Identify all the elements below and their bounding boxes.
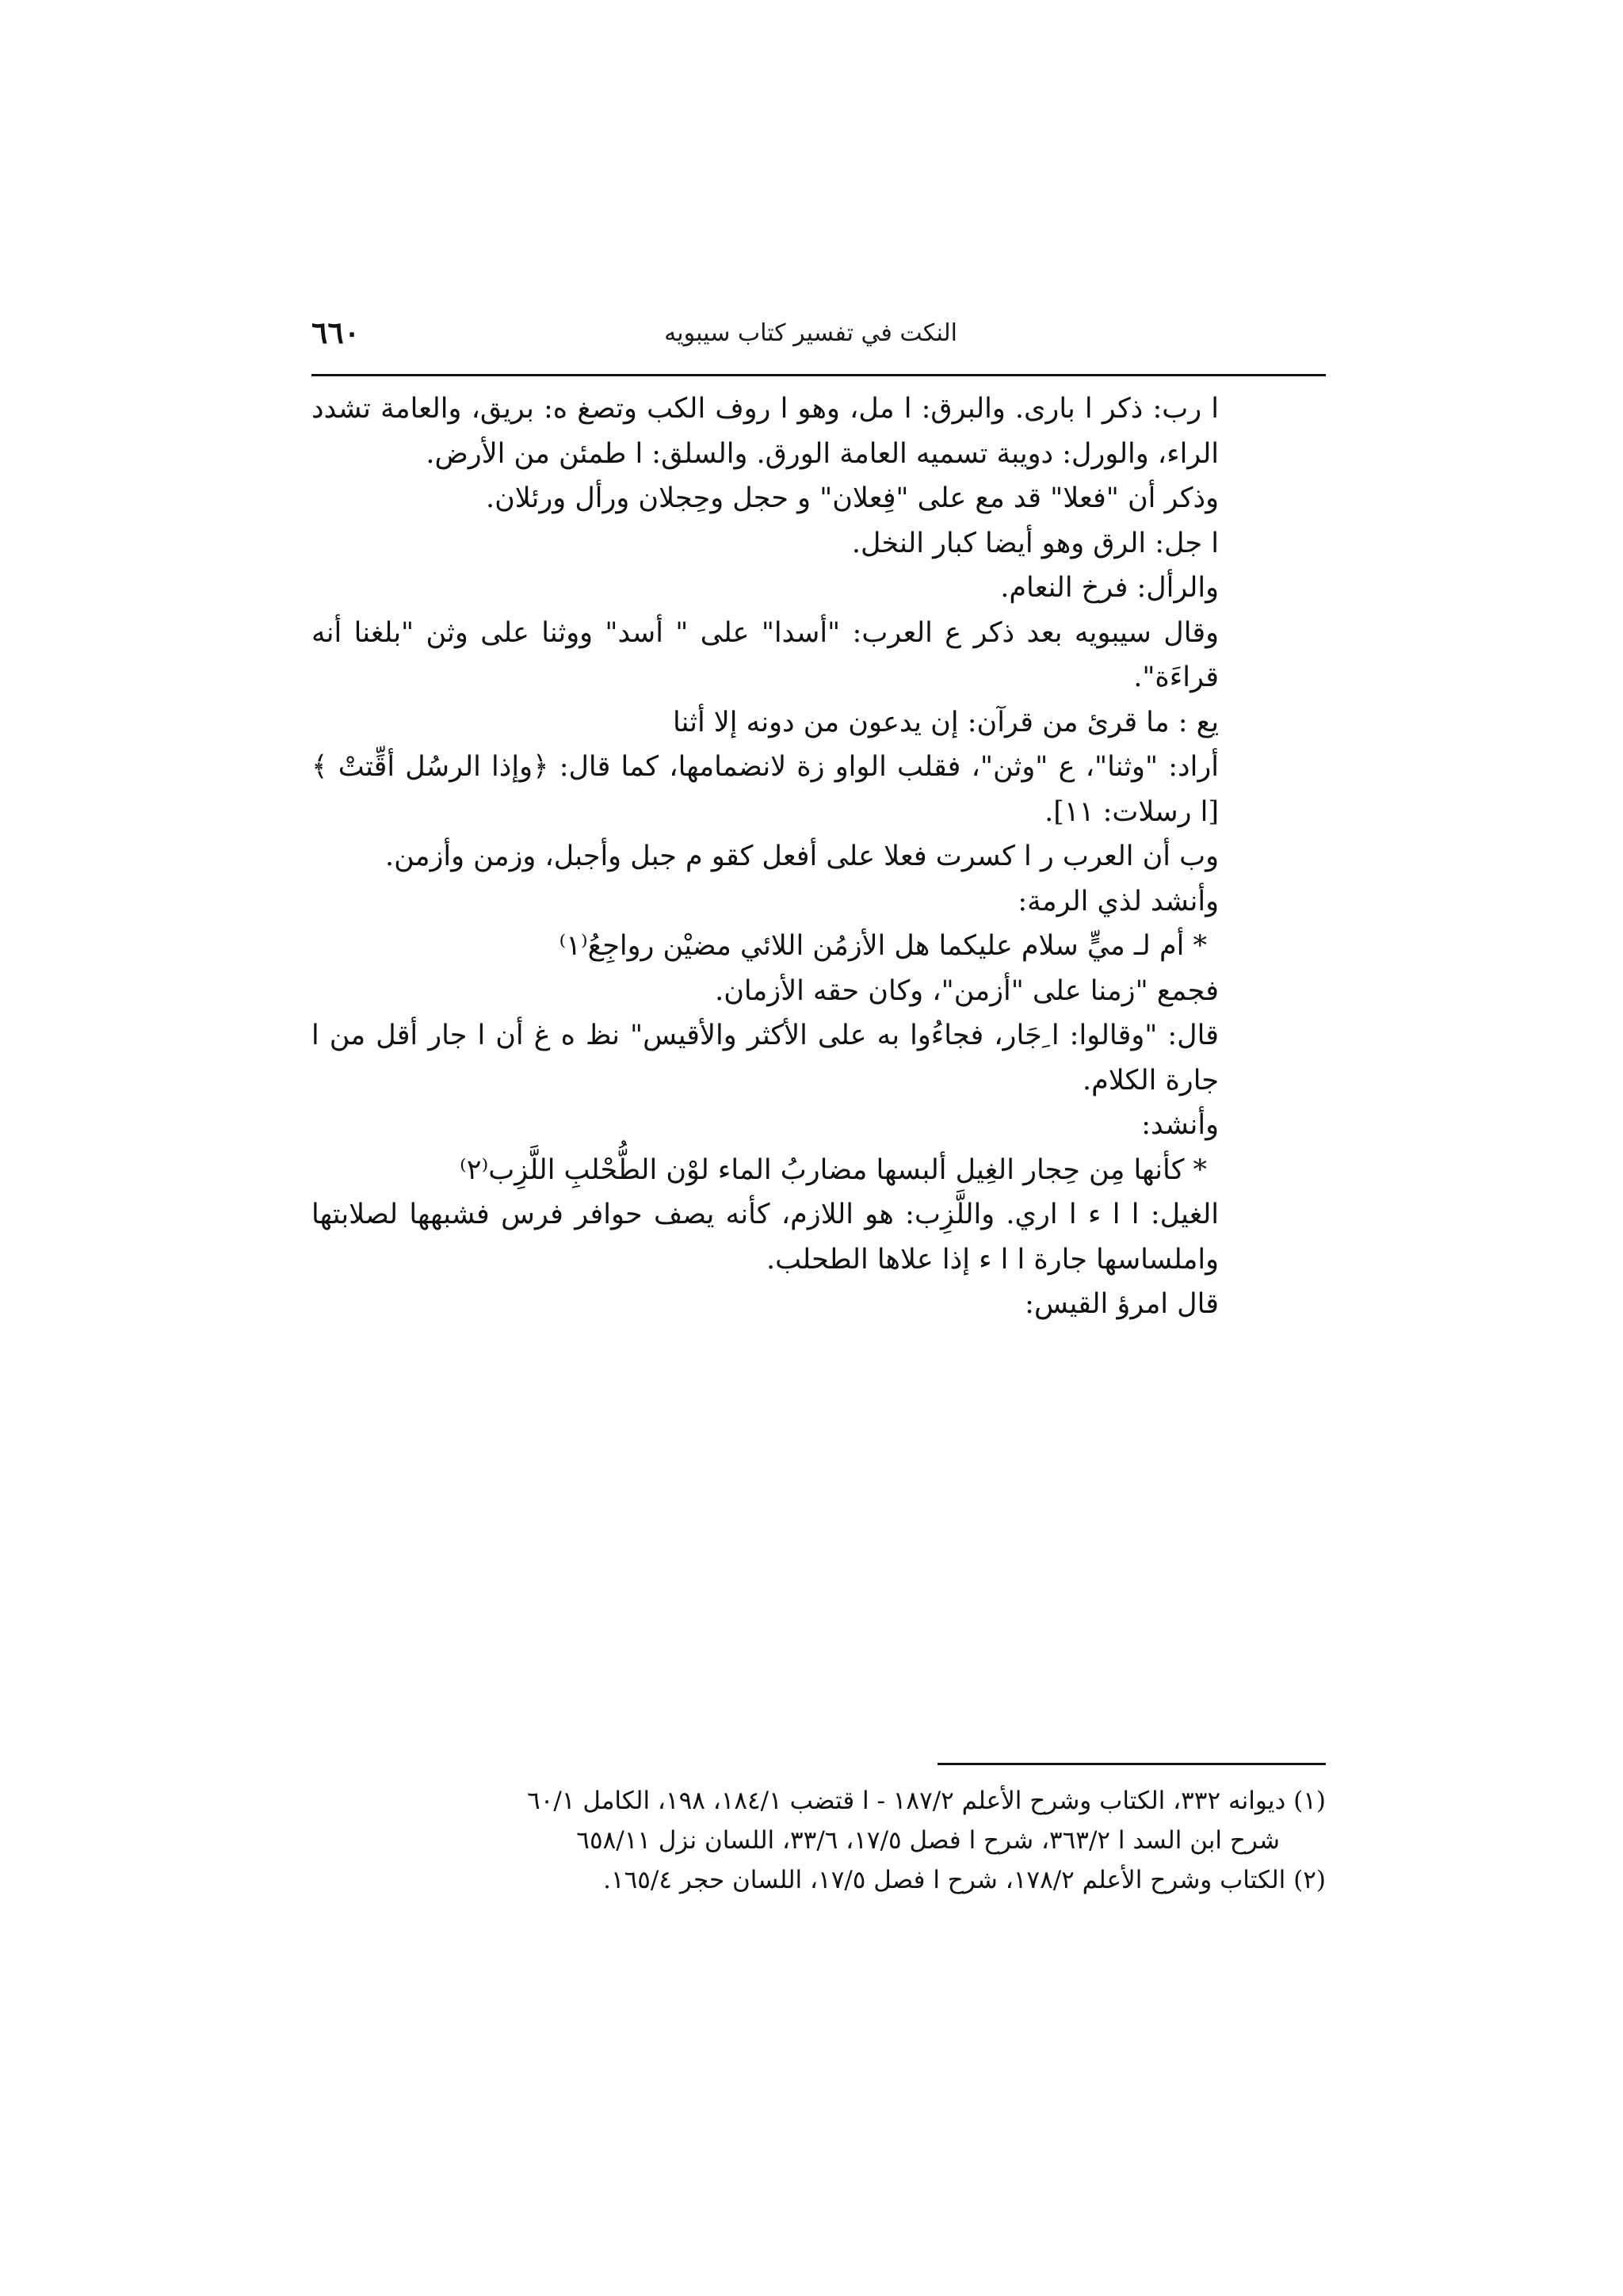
paragraph: قال: "وقالوا: ا ِجَار، فجاءُوا به على الأكثر والأقيس" نظ ه غ أن ا جار أقل من ا جارة الكلام. bbox=[311, 1020, 1219, 1097]
paragraph: الغيل: ا ا ء ا اري. واللَّزِب: هو اللازم، كأنه يصف حوافر فرس فشبهها لصلابتها واملساسها جارة ا ا ء إذا علاها الطحلب. bbox=[311, 1199, 1219, 1276]
footnote-divider bbox=[938, 1763, 1326, 1765]
footnote-continuation: شرح ابن السد ا ٣٦٣/٢، شرح ا فصل ١٧/٥، ٣٣/٦، اللسان نزل ٦٥٨/١١ bbox=[576, 1826, 1280, 1855]
paragraph: قال امرؤ القيس: bbox=[1025, 1288, 1219, 1320]
paragraph: وب أن العرب ر ا كسرت فعلا على أفعل كقو م جبل وأجبل، وزمن وأزمن. bbox=[384, 841, 1219, 872]
main-text bbox=[311, 387, 1326, 1327]
paragraph: يع : ما قرئ من قرآن: إن يدعون من دونه إلا أثنا bbox=[672, 706, 1219, 738]
footnotes bbox=[311, 1781, 1326, 1900]
running-header bbox=[311, 313, 1326, 362]
paragraph: وأنشد: bbox=[1141, 1109, 1219, 1141]
footnote: (٢) الكتاب وشرح الأعلم ١٧٨/٢، شرح ا فصل ١٧/٥، اللسان حجر ١٦٥/٤. bbox=[603, 1866, 1326, 1894]
paragraph: والرأل: فرخ النعام. bbox=[1000, 572, 1219, 604]
verse-line: * كأنها مِن حِجار الغِيل ألبسها مضاربُ الماء لوْن الطُّحْلبِ اللَّزِب⁽٢⁾ bbox=[460, 1154, 1207, 1186]
header-divider bbox=[311, 374, 1326, 376]
book-title: النكت في تفسير كتاب سيبويه bbox=[664, 319, 957, 347]
paragraph: وأنشد لذي الرمة: bbox=[1018, 885, 1219, 917]
page-number: ٦٦٠ bbox=[311, 315, 361, 350]
paragraph: ا رب: ذكر ا بارى. والبرق: ا مل، وهو ا روف الكب وتصغ ه: بريق، والعامة تشدد الراء، والورل: دويبة تسميه العامة الورق. والسلق: ا طمئن من الأرض. bbox=[311, 393, 1219, 470]
paragraph: فجمع "زمنا على "أزمن"، وكان حقه الأزمان. bbox=[715, 974, 1219, 1007]
verse-line: * أم لـ ميٍّ سلام عليكما هل الأزمُن اللائي مضيْن رواجِعُ⁽١⁾ bbox=[559, 930, 1207, 962]
paragraph: ا جل: الرق وهو أيضا كبار النخل. bbox=[851, 527, 1219, 559]
paragraph: وذكر أن "فعلا" قد مع على "فِعلان" و حجل وحِجلان ورأل ورئلان. bbox=[485, 482, 1219, 514]
footnote: (١) ديوانه ٣٣٢، الكتاب وشرح الأعلم ١٨٧/٢ - ا قتضب ١٨٤/١، ١٩٨، الكامل ٦٠/١ bbox=[527, 1787, 1326, 1815]
paragraph: وقال سيبويه بعد ذكر ع العرب: "أسدا" على " أسد" ووثنا على وثن "بلغنا أنه قراءَة". bbox=[311, 616, 1219, 693]
paragraph: أراد: "وثنا"، ع "وثن"، فقلب الواو زة لانضمامها، كما قال: ﴿وإذا الرسُل أقِّتتْ ﴾ [ا رسلات: ١١]. bbox=[311, 751, 1219, 828]
